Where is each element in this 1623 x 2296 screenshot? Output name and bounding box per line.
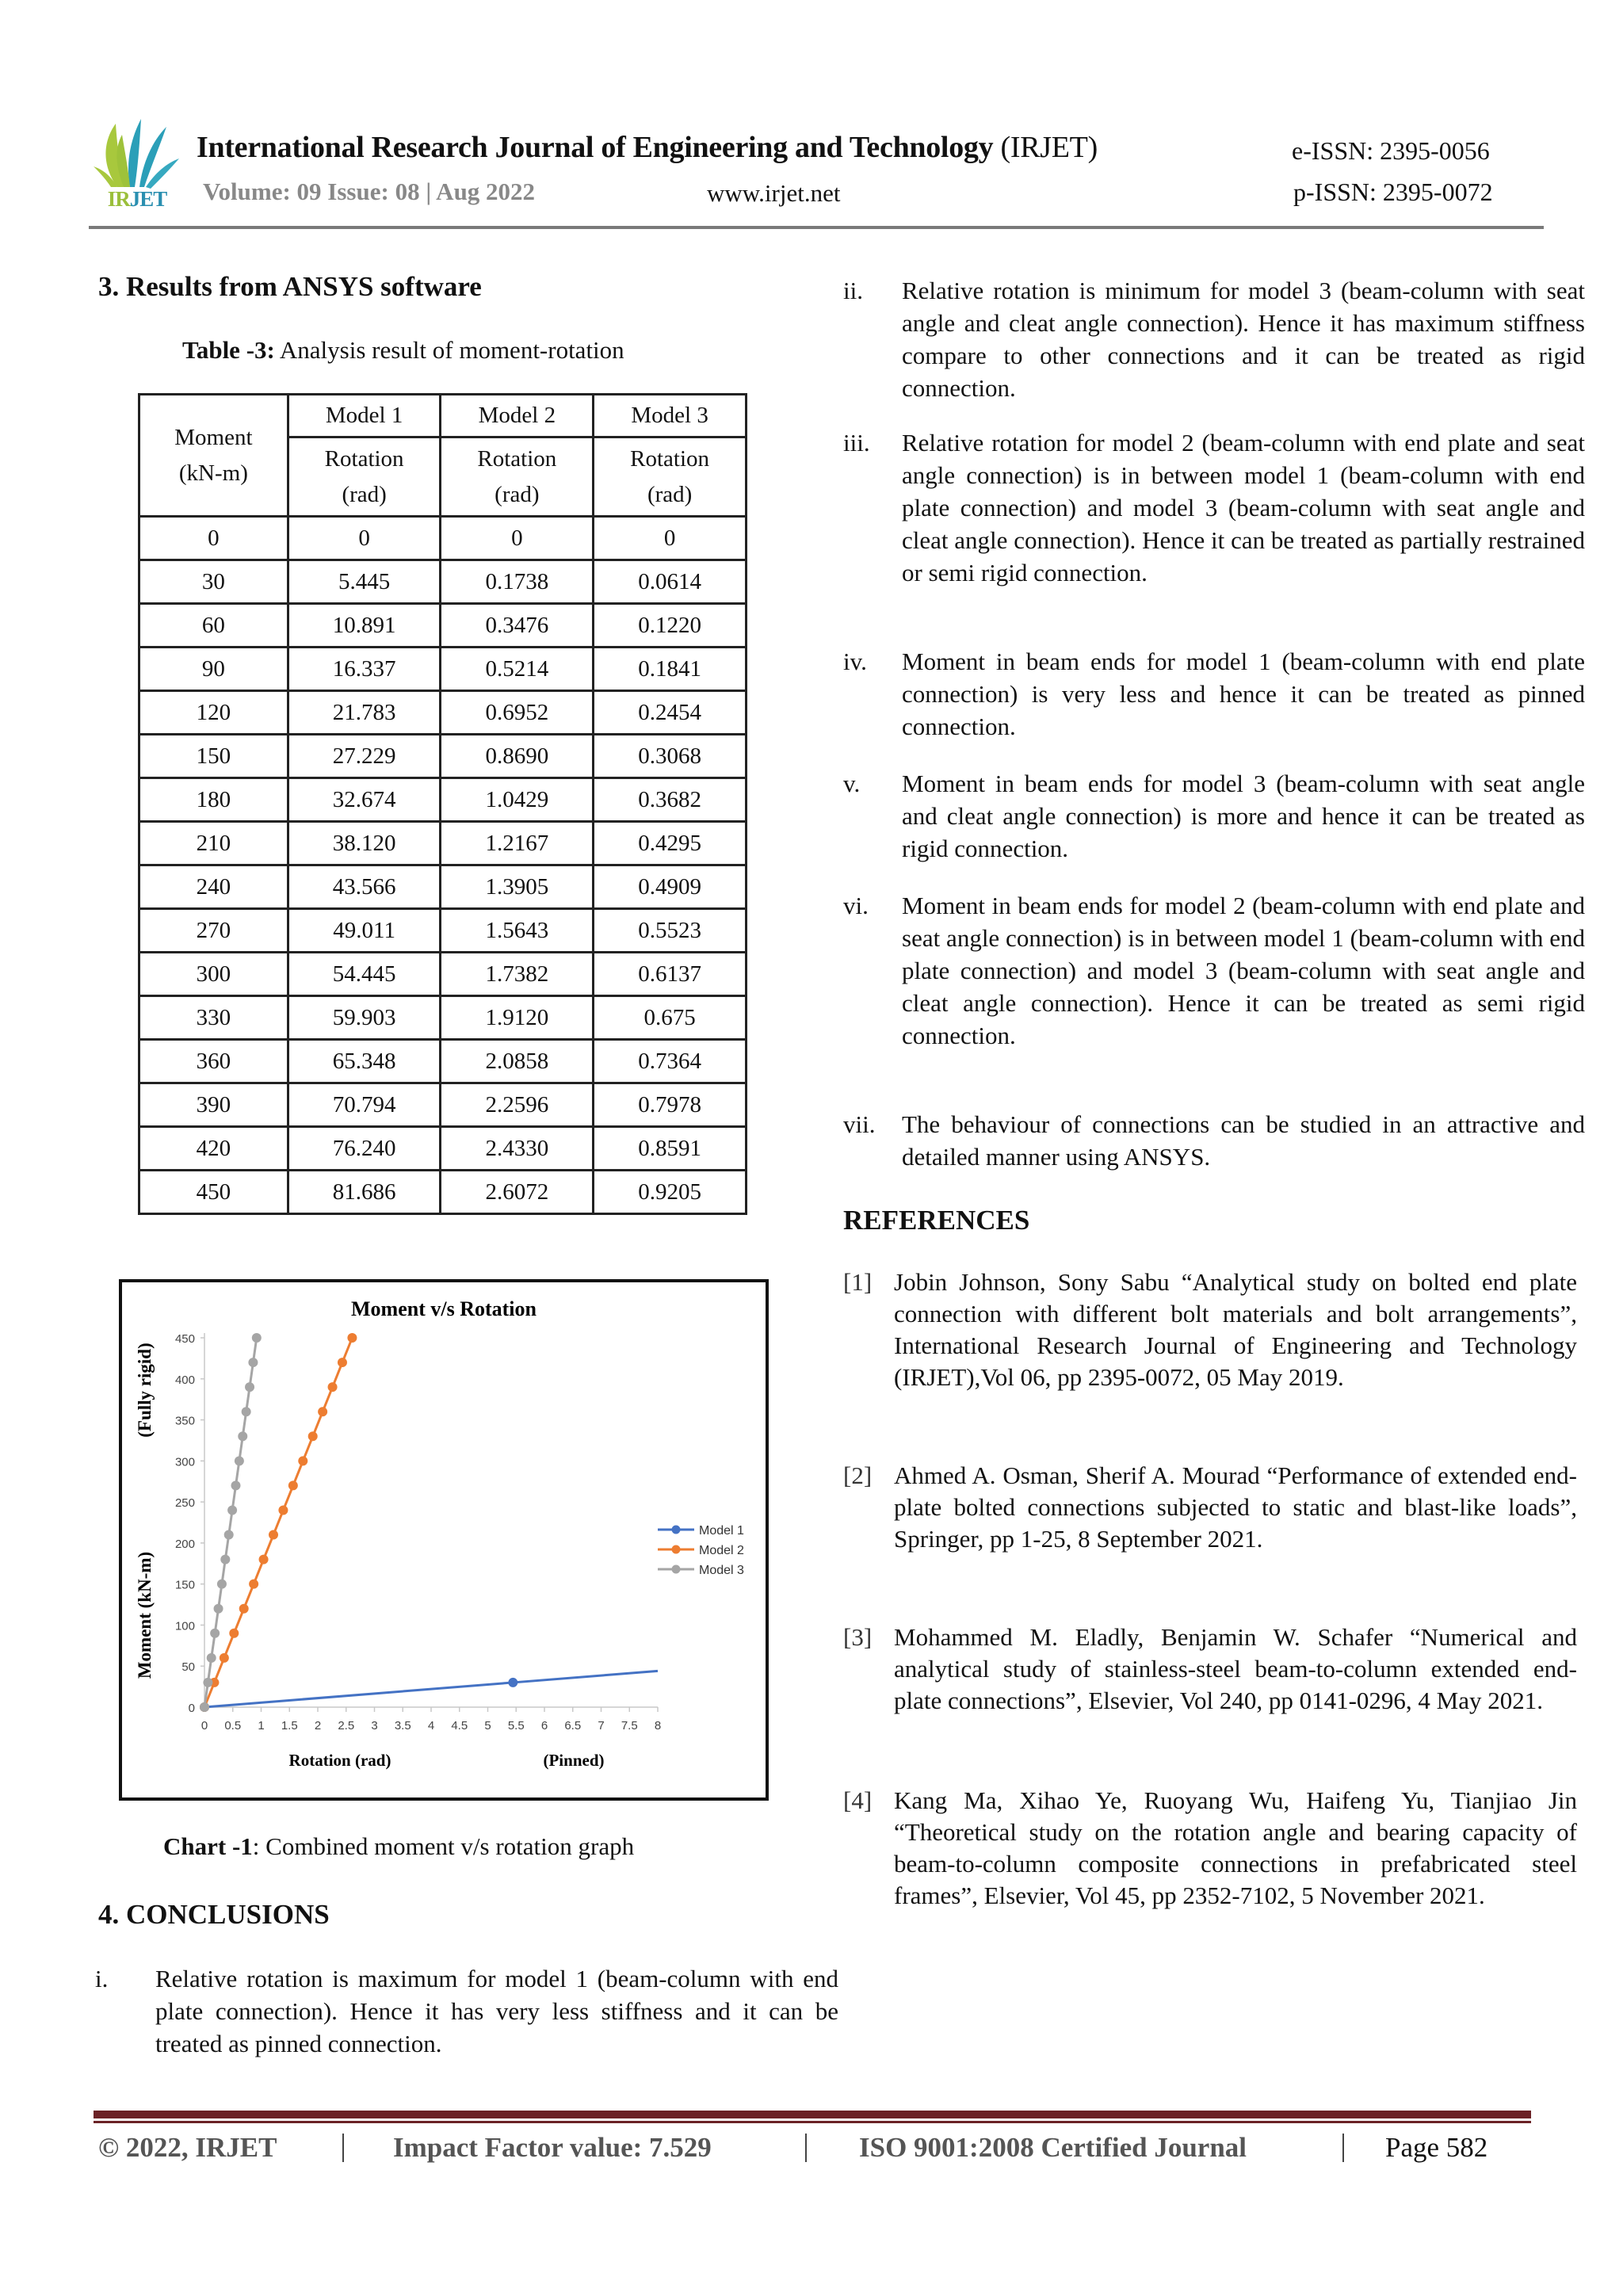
x-tick-label: 6.5 xyxy=(564,1719,582,1733)
footer-impact-factor: Impact Factor value: 7.529 xyxy=(393,2132,712,2163)
table-row xyxy=(139,735,747,778)
chart-caption: Chart -1: Combined moment v/s rotation graph xyxy=(163,1832,635,1860)
conclusion-text: The behaviour of connections can be studied in an attractive and detailed manner using ANSYS. xyxy=(902,1110,1585,1171)
reference-number: [1] xyxy=(843,1268,873,1296)
table-row xyxy=(139,604,747,648)
rotation-header: Rotation (rad) xyxy=(441,437,594,517)
series-line-model-1 xyxy=(204,1671,658,1707)
x-tick-label: 2.5 xyxy=(338,1719,355,1733)
conclusion-number: v. xyxy=(843,770,861,797)
moment-cell: 450 xyxy=(139,1171,288,1214)
p-issn: p-ISSN: 2395-0072 xyxy=(1293,178,1493,206)
moment-rotation-chart xyxy=(119,1279,769,1801)
model-1-header: Model 1 xyxy=(288,395,441,437)
moment-header: Moment (kN-m) xyxy=(139,395,288,517)
rotation-header: Rotation (rad) xyxy=(594,437,747,517)
table-row xyxy=(139,517,747,560)
conclusion-number: vii. xyxy=(843,1110,876,1138)
data-point xyxy=(508,1678,517,1687)
x-tick-label: 5 xyxy=(484,1719,491,1733)
reference-number: [2] xyxy=(843,1461,873,1489)
table-row xyxy=(139,778,747,822)
moment-cell: 90 xyxy=(139,648,288,691)
conclusion-text: Relative rotation is minimum for model 3 (beam-column with seat angle and cleat angle connection). Hence it has maximum stiffness compare to other connections and it can be treated as rigid connection. xyxy=(902,277,1585,402)
data-point xyxy=(200,1702,209,1712)
moment-cell: 120 xyxy=(139,691,288,735)
rotation-cell: 43.566 xyxy=(288,865,441,909)
rotation-cell: 0.0614 xyxy=(594,560,747,604)
data-point xyxy=(235,1456,244,1465)
y-axis-label: Moment (kN-m) xyxy=(135,1551,155,1679)
footer-bar xyxy=(94,2111,1531,2118)
data-point xyxy=(259,1555,269,1564)
rotation-cell: 0.5214 xyxy=(441,648,594,691)
section-3-title: 3. Results from ANSYS software xyxy=(98,271,482,302)
x-tick-label: 0 xyxy=(200,1719,208,1733)
x-tick-label: 8 xyxy=(654,1719,662,1733)
rotation-cell: 0.1738 xyxy=(441,560,594,604)
x-tick-label: 3 xyxy=(371,1719,378,1733)
moment-rotation-table xyxy=(138,393,747,1215)
rotation-cell: 1.3905 xyxy=(441,865,594,909)
y-tick-label: 100 xyxy=(174,1619,195,1633)
conclusion-text: Relative rotation is maximum for model 1 (beam-column with end plate connection). Hence it has very less stiffness and it can be treated as pinned connection. xyxy=(155,1965,838,2057)
moment-cell: 300 xyxy=(139,953,288,996)
data-point xyxy=(203,1678,212,1687)
model-3-header: Model 3 xyxy=(594,395,747,437)
data-point xyxy=(288,1480,298,1490)
rotation-cell: 59.903 xyxy=(288,996,441,1040)
conclusion-text: Relative rotation for model 2 (beam-column with end plate and seat angle connection) is in between model 1 (beam-column with end plate connection) and model 3 (beam-column with seat angle and cleat angle connection). Hence it can be treated as partially restrained or semi rigid connection. xyxy=(902,429,1585,586)
legend-label: Model 2 xyxy=(699,1544,744,1557)
data-point xyxy=(210,1629,220,1638)
rotation-cell: 0.2454 xyxy=(594,691,747,735)
y-tick-label: 150 xyxy=(174,1578,195,1592)
rotation-header: Rotation (rad) xyxy=(288,437,441,517)
data-point xyxy=(207,1653,216,1663)
x-tick-label: 1 xyxy=(258,1719,265,1733)
fully-rigid-annotation: (Fully rigid) xyxy=(135,1343,155,1438)
rotation-cell: 0.8591 xyxy=(594,1127,747,1171)
rotation-cell: 81.686 xyxy=(288,1171,441,1214)
x-tick-label: 4 xyxy=(427,1719,435,1733)
x-tick-label: 4.5 xyxy=(451,1719,468,1733)
moment-cell: 210 xyxy=(139,822,288,865)
table-row xyxy=(139,822,747,865)
data-point xyxy=(227,1505,237,1515)
rotation-cell: 10.891 xyxy=(288,604,441,648)
leaf-logo-icon xyxy=(94,117,181,190)
moment-cell: 240 xyxy=(139,865,288,909)
moment-cell: 0 xyxy=(139,517,288,560)
data-point xyxy=(214,1604,223,1614)
conclusion-number: iv. xyxy=(843,648,867,675)
rotation-cell: 1.0429 xyxy=(441,778,594,822)
moment-cell: 150 xyxy=(139,735,288,778)
conclusion-number: iii. xyxy=(843,429,870,457)
conclusion-text: Moment in beam ends for model 3 (beam-column with seat angle and cleat angle connection) is more and hence it can be treated as rigid connection. xyxy=(902,770,1585,862)
rotation-cell: 2.6072 xyxy=(441,1171,594,1214)
rotation-cell: 65.348 xyxy=(288,1040,441,1083)
x-tick-label: 7 xyxy=(598,1719,605,1733)
table-row xyxy=(139,1040,747,1083)
x-tick-label: 6 xyxy=(540,1719,548,1733)
legend-label: Model 1 xyxy=(699,1524,744,1538)
x-tick-label: 2 xyxy=(314,1719,322,1733)
data-point xyxy=(245,1382,254,1392)
y-tick-label: 0 xyxy=(188,1702,195,1715)
reference-text: Mohammed M. Eladly, Benjamin W. Schafer “Numerical and analytical study of stainless-steel beam-to-column extended end-plate connections”, Elsevier, Vol 240, pp 0141-0296, 4 May 2021. xyxy=(894,1623,1577,1714)
moment-cell: 180 xyxy=(139,778,288,822)
rotation-cell: 0.5523 xyxy=(594,909,747,953)
series-line-model-3 xyxy=(204,1338,257,1707)
data-point xyxy=(249,1580,258,1589)
x-tick-label: 1.5 xyxy=(281,1719,298,1733)
rotation-cell: 1.7382 xyxy=(441,953,594,996)
table-row xyxy=(139,865,747,909)
rotation-cell: 0.1841 xyxy=(594,648,747,691)
rotation-cell: 0 xyxy=(594,517,747,560)
rotation-cell: 0.7364 xyxy=(594,1040,747,1083)
x-tick-label: 7.5 xyxy=(621,1719,638,1733)
logo-text: IRJET xyxy=(107,187,167,211)
rotation-cell: 2.0858 xyxy=(441,1040,594,1083)
data-point xyxy=(338,1358,347,1367)
header-divider xyxy=(89,226,1544,229)
footer-copyright: © 2022, IRJET xyxy=(98,2132,277,2163)
rotation-cell: 2.2596 xyxy=(441,1083,594,1127)
rotation-cell: 27.229 xyxy=(288,735,441,778)
rotation-cell: 0 xyxy=(441,517,594,560)
rotation-cell: 1.9120 xyxy=(441,996,594,1040)
moment-cell: 30 xyxy=(139,560,288,604)
y-tick-label: 200 xyxy=(174,1537,195,1551)
y-tick-label: 50 xyxy=(181,1660,195,1675)
rotation-cell: 0 xyxy=(288,517,441,560)
volume-issue: Volume: 09 Issue: 08 | Aug 2022 xyxy=(203,178,536,205)
rotation-cell: 0.9205 xyxy=(594,1171,747,1214)
model-2-header: Model 2 xyxy=(441,395,594,437)
data-point xyxy=(278,1505,288,1515)
table-row xyxy=(139,648,747,691)
conclusion-number: i. xyxy=(95,1965,109,1992)
journal-title: International Research Journal of Engineering and Technology (IRJET) xyxy=(197,131,1098,164)
data-point xyxy=(217,1580,227,1589)
y-tick-label: 350 xyxy=(174,1414,195,1428)
footer-separator xyxy=(342,2134,344,2162)
data-point xyxy=(328,1382,338,1392)
footer-certification: ISO 9001:2008 Certified Journal xyxy=(859,2132,1247,2163)
data-point xyxy=(252,1333,262,1343)
rotation-cell: 49.011 xyxy=(288,909,441,953)
y-tick-label: 450 xyxy=(174,1332,195,1346)
table-row xyxy=(139,560,747,604)
reference-text: Jobin Johnson, Sony Sabu “Analytical study on bolted end plate connection with different bolt materials and bolt arrangements”, International Research Journal of Engineering and Technology (IRJET),Vol 06, pp 2395-0072, 05 May 2019. xyxy=(894,1268,1577,1391)
rotation-cell: 38.120 xyxy=(288,822,441,865)
rotation-cell: 1.5643 xyxy=(441,909,594,953)
moment-cell: 270 xyxy=(139,909,288,953)
e-issn: e-ISSN: 2395-0056 xyxy=(1292,136,1490,165)
table-row xyxy=(139,691,747,735)
rotation-cell: 0.4909 xyxy=(594,865,747,909)
y-tick-label: 300 xyxy=(174,1455,195,1469)
website-link[interactable]: www.irjet.net xyxy=(707,179,841,207)
conclusion-number: ii. xyxy=(843,277,863,304)
series-line-model-2 xyxy=(204,1338,352,1707)
reference-number: [3] xyxy=(843,1623,873,1651)
x-tick-label: 5.5 xyxy=(507,1719,525,1733)
rotation-cell: 54.445 xyxy=(288,953,441,996)
table-row xyxy=(139,1127,747,1171)
table-row xyxy=(139,996,747,1040)
y-tick-label: 400 xyxy=(174,1373,195,1387)
rotation-cell: 2.4330 xyxy=(441,1127,594,1171)
conclusion-text: Moment in beam ends for model 1 (beam-column with end plate connection) is very less and hence it can be treated as pinned connection. xyxy=(902,648,1585,740)
references-title: REFERENCES xyxy=(843,1205,1030,1236)
rotation-cell: 0.675 xyxy=(594,996,747,1040)
data-point xyxy=(224,1530,234,1540)
moment-cell: 60 xyxy=(139,604,288,648)
irjet-logo xyxy=(94,117,181,212)
table-row xyxy=(139,953,747,996)
data-point xyxy=(298,1456,307,1465)
data-point xyxy=(239,1604,249,1614)
conclusion-number: vi. xyxy=(843,892,869,919)
data-point xyxy=(269,1530,278,1540)
rotation-cell: 76.240 xyxy=(288,1127,441,1171)
data-point xyxy=(308,1431,318,1441)
rotation-cell: 70.794 xyxy=(288,1083,441,1127)
rotation-cell: 0.6137 xyxy=(594,953,747,996)
footer-bar-thin xyxy=(94,2121,1531,2123)
x-axis-label: Rotation (rad) xyxy=(288,1751,391,1770)
data-point xyxy=(229,1629,239,1638)
footer-separator xyxy=(805,2134,807,2162)
x-tick-label: 0.5 xyxy=(224,1719,242,1733)
data-point xyxy=(347,1333,357,1343)
rotation-cell: 0.3682 xyxy=(594,778,747,822)
data-point xyxy=(242,1407,251,1416)
x-tick-label: 3.5 xyxy=(394,1719,411,1733)
table-row xyxy=(139,909,747,953)
legend-label: Model 3 xyxy=(699,1564,744,1577)
data-point xyxy=(238,1431,247,1441)
section-4-title: 4. CONCLUSIONS xyxy=(98,1899,330,1930)
reference-text: Kang Ma, Xihao Ye, Ruoyang Wu, Haifeng Yu, Tianjiao Jin “Theoretical study on the rotation angle and bearing capacity of beam-to-column composite connections in prefabricated steel frames”, Elsevier, Vol 45, pp 2352-7102, 5 November 2021. xyxy=(894,1786,1577,1909)
data-point xyxy=(220,1653,229,1663)
reference-number: [4] xyxy=(843,1786,873,1814)
conclusion-text: Moment in beam ends for model 2 (beam-column with end plate and seat angle connection) is in between model 1 (beam-column with end plate connection) and model 3 (beam-column with seat angle and cleat angle connection). Hence it can be treated as semi rigid connection. xyxy=(902,892,1585,1049)
data-point xyxy=(220,1555,230,1564)
rotation-cell: 0.6952 xyxy=(441,691,594,735)
table-caption: Table -3: Analysis result of moment-rotation xyxy=(182,336,624,364)
rotation-cell: 0.1220 xyxy=(594,604,747,648)
rotation-cell: 0.3476 xyxy=(441,604,594,648)
moment-cell: 360 xyxy=(139,1040,288,1083)
pinned-annotation: (Pinned) xyxy=(543,1751,605,1770)
data-point xyxy=(248,1358,258,1367)
rotation-cell: 21.783 xyxy=(288,691,441,735)
rotation-cell: 0.7978 xyxy=(594,1083,747,1127)
rotation-cell: 1.2167 xyxy=(441,822,594,865)
table-row xyxy=(139,1171,747,1214)
data-point xyxy=(231,1480,240,1490)
chart-title: Moment v/s Rotation xyxy=(351,1297,537,1320)
moment-cell: 390 xyxy=(139,1083,288,1127)
moment-cell: 420 xyxy=(139,1127,288,1171)
rotation-cell: 5.445 xyxy=(288,560,441,604)
footer-separator xyxy=(1342,2134,1344,2162)
moment-cell: 330 xyxy=(139,996,288,1040)
rotation-cell: 16.337 xyxy=(288,648,441,691)
rotation-cell: 0.8690 xyxy=(441,735,594,778)
rotation-cell: 32.674 xyxy=(288,778,441,822)
table-row xyxy=(139,1083,747,1127)
rotation-cell: 0.3068 xyxy=(594,735,747,778)
rotation-cell: 0.4295 xyxy=(594,822,747,865)
y-tick-label: 250 xyxy=(174,1496,195,1511)
chart-canvas xyxy=(122,1282,766,1797)
page-number: Page 582 xyxy=(1385,2132,1488,2163)
reference-text: Ahmed A. Osman, Sherif A. Mourad “Performance of extended end-plate bolted connections subjected to static and blast-like loads”, Springer, pp 1-25, 8 September 2021. xyxy=(894,1461,1577,1553)
data-point xyxy=(318,1407,327,1416)
